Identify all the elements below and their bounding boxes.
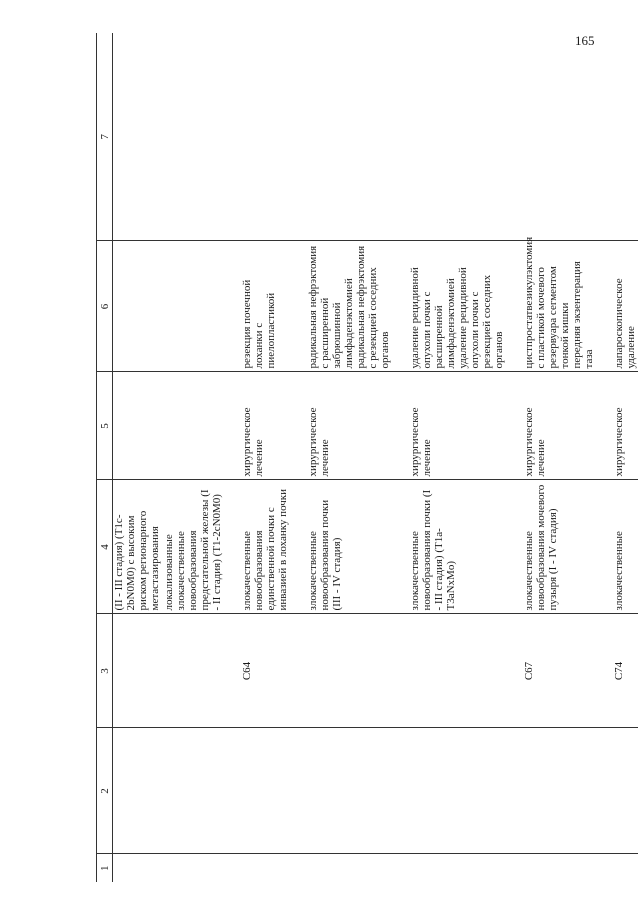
- col-header: 5: [97, 372, 113, 480]
- gap-cell: [596, 614, 612, 728]
- row-gap: [596, 33, 612, 882]
- gap-cell: [596, 33, 612, 241]
- gap-cell: [290, 372, 306, 480]
- cell-treatment-type: хирургическое: [612, 372, 638, 480]
- cell-col1: [162, 854, 224, 882]
- cell-icd-code: C64: [240, 614, 290, 728]
- gap-cell: [290, 728, 306, 854]
- cell-icd-code: [408, 614, 506, 728]
- col-header: 2: [97, 728, 113, 854]
- cell-treatment-method: [162, 241, 224, 372]
- cell-col1: [113, 854, 163, 882]
- row-gap: [290, 33, 306, 882]
- cell-col2: [240, 728, 290, 854]
- col-header: 6: [97, 241, 113, 372]
- gap-cell: [290, 33, 306, 241]
- gap-cell: [224, 372, 240, 480]
- table-row: [240, 33, 290, 882]
- gap-cell: [224, 480, 240, 614]
- table-row: [113, 33, 163, 882]
- gap-cell: [596, 241, 612, 372]
- cell-col7: [162, 33, 224, 241]
- cell-col2: [306, 728, 392, 854]
- gap-cell: [392, 33, 408, 241]
- cell-treatment-type: [162, 372, 224, 480]
- table-row: [612, 33, 638, 882]
- cell-treatment-type: хирургическое лечение: [240, 372, 290, 480]
- cell-col1: [306, 854, 392, 882]
- cell-col1: [408, 854, 506, 882]
- cell-col1: [240, 854, 290, 882]
- table-row: [162, 33, 224, 882]
- cell-treatment-method: лапароскопическое удаление: [612, 241, 638, 372]
- row-gap: [392, 33, 408, 882]
- cell-patient-model: злокачественные новообразования почки (III - IV стадия): [306, 480, 392, 614]
- cell-col2: [522, 728, 596, 854]
- gap-cell: [506, 33, 522, 241]
- cell-icd-code: [306, 614, 392, 728]
- page-number: 165: [575, 33, 595, 48]
- gap-cell: [596, 728, 612, 854]
- cell-col2: [612, 728, 638, 854]
- col-header: 1: [97, 854, 113, 882]
- cell-treatment-method: цистпростатвезикулэктомия с пластикой мочевого резервуара сегментом тонкой кишки передняя экзентерация таза: [522, 241, 596, 372]
- cell-col7: [113, 33, 163, 241]
- column-number-row: [97, 33, 113, 882]
- gap-cell: [392, 614, 408, 728]
- col-header: 3: [97, 614, 113, 728]
- gap-cell: [506, 241, 522, 372]
- cell-col2: [408, 728, 506, 854]
- cell-patient-model: злокачественные: [612, 480, 638, 614]
- cell-col7: [408, 33, 506, 241]
- cell-col2: [162, 728, 224, 854]
- cell-treatment-method: [113, 241, 163, 372]
- cell-patient-model: злокачественные новообразования почки (I - III стадия) (T1a-T3aNxMo): [408, 480, 506, 614]
- row-gap: [224, 33, 240, 882]
- cell-col7: [612, 33, 638, 241]
- table-row: [522, 33, 596, 882]
- gap-cell: [224, 854, 240, 882]
- cell-col7: [240, 33, 290, 241]
- gap-cell: [290, 614, 306, 728]
- gap-cell: [506, 372, 522, 480]
- cell-icd-code: [113, 614, 163, 728]
- cell-treatment-type: хирургическое лечение: [408, 372, 506, 480]
- cell-patient-model: злокачественные новообразования единственной почки с инвазией в лоханку почки: [240, 480, 290, 614]
- cell-treatment-type: хирургическое лечение: [306, 372, 392, 480]
- gap-cell: [506, 854, 522, 882]
- gap-cell: [596, 372, 612, 480]
- treatment-table: [96, 33, 638, 882]
- cell-icd-code: C74: [612, 614, 638, 728]
- gap-cell: [392, 372, 408, 480]
- gap-cell: [290, 480, 306, 614]
- gap-cell: [290, 241, 306, 372]
- cell-patient-model: (II - III стадия) (T1c-2bN0M0) с высоким риском регионарного метастазирования: [113, 480, 163, 614]
- gap-cell: [290, 854, 306, 882]
- col-header: 4: [97, 480, 113, 614]
- cell-treatment-type: [113, 372, 163, 480]
- cell-col2: [113, 728, 163, 854]
- gap-cell: [506, 614, 522, 728]
- cell-treatment-method: резекция почечной лоханки с пиелопластикой: [240, 241, 290, 372]
- cell-icd-code: C67: [522, 614, 596, 728]
- cell-patient-model: злокачественные новообразования мочевого пузыря (I - IV стадия): [522, 480, 596, 614]
- gap-cell: [224, 241, 240, 372]
- gap-cell: [392, 728, 408, 854]
- gap-cell: [506, 480, 522, 614]
- gap-cell: [596, 480, 612, 614]
- cell-col7: [522, 33, 596, 241]
- cell-icd-code: [162, 614, 224, 728]
- cell-col1: [612, 854, 638, 882]
- cell-treatment-type: хирургическое лечение: [522, 372, 596, 480]
- table-row: [306, 33, 392, 882]
- cell-col1: [522, 854, 596, 882]
- gap-cell: [224, 33, 240, 241]
- gap-cell: [224, 728, 240, 854]
- cell-col7: [306, 33, 392, 241]
- gap-cell: [392, 241, 408, 372]
- cell-treatment-method: радикальная нефрэктомия с расширенной забрюшинной лимфаденэктомией радикальная нефрэктомия с резекцией соседних органов: [306, 241, 392, 372]
- gap-cell: [392, 480, 408, 614]
- gap-cell: [224, 614, 240, 728]
- cell-treatment-method: удаление рецидивной опухоли почки с расширенной лимфаденэктомией удаление рецидивной опухоли почки с резекцией соседних органов: [408, 241, 506, 372]
- gap-cell: [596, 854, 612, 882]
- row-gap: [506, 33, 522, 882]
- gap-cell: [392, 854, 408, 882]
- table-row: [408, 33, 506, 882]
- cell-patient-model: локализованные злокачественные новообразования предстательной железы (I - II стадия) (T1-2cN0M0): [162, 480, 224, 614]
- col-header: 7: [97, 33, 113, 241]
- gap-cell: [506, 728, 522, 854]
